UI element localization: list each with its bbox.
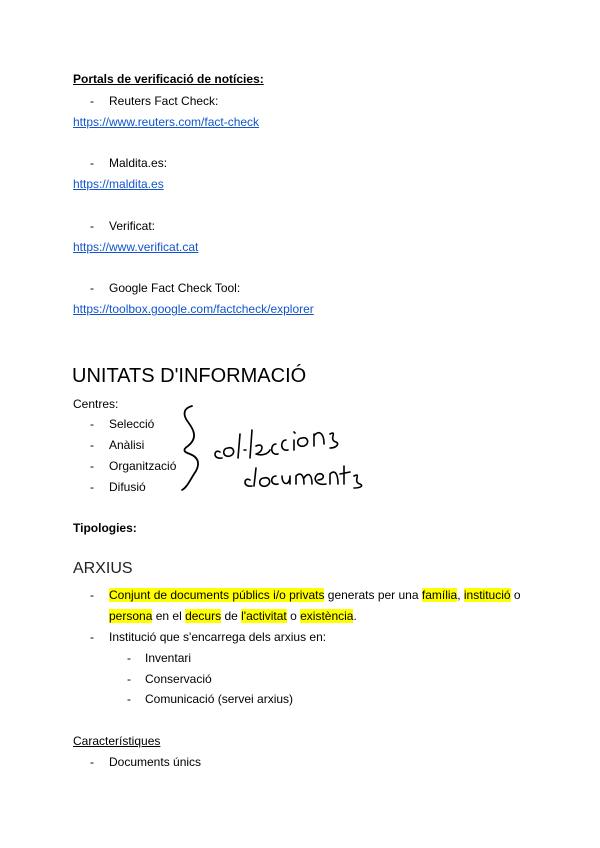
portal-link-maldita[interactable]: https://maldita.es [73, 177, 164, 191]
bullet-dash: - [90, 219, 94, 233]
bullet-dash: - [90, 480, 94, 494]
plain-text: o [510, 588, 521, 602]
plain-text: generats per una [324, 588, 422, 602]
caracteristiques-label: Característiques [73, 734, 161, 748]
portal-label-reuters: Reuters Fact Check: [109, 94, 219, 108]
brace-stroke [182, 406, 198, 490]
plain-text: en el [152, 609, 186, 623]
centre-item: Anàlisi [109, 438, 145, 452]
centre-item: Difusió [109, 480, 146, 494]
portal-label-google: Google Fact Check Tool: [109, 281, 241, 295]
centre-item: Organització [109, 459, 177, 473]
highlighted-text: Conjunt de documents públics i/o privats [109, 588, 325, 602]
sub-item: Conservació [145, 672, 212, 686]
highlighted-text: família [421, 588, 458, 602]
portal-label-verificat: Verificat: [109, 219, 156, 233]
centre-item: Selecció [109, 417, 155, 431]
bullet-dash: - [127, 651, 131, 665]
bullet-dash: - [127, 692, 131, 706]
bullet-dash: - [90, 417, 94, 431]
bullet-dash: - [127, 672, 131, 686]
bullet-dash: - [90, 438, 94, 452]
handwriting-line-1 [215, 430, 338, 458]
bullet-dash: - [90, 630, 94, 644]
handwriting-line-2 [245, 466, 362, 488]
sub-item: Inventari [145, 651, 192, 665]
plain-text: de [221, 609, 242, 623]
sub-item: Comunicació (servei arxius) [145, 692, 294, 706]
arxius-definition-line-2 [109, 609, 357, 623]
portal-link-reuters[interactable]: https://www.reuters.com/fact-check [73, 115, 260, 129]
bullet-dash: - [90, 281, 94, 295]
highlighted-text: decurs [185, 609, 222, 623]
handwritten-annotation [178, 400, 398, 500]
bullet-dash: - [90, 755, 94, 769]
portal-link-google[interactable]: https://toolbox.google.com/factcheck/explorer [73, 302, 314, 316]
highlighted-text: l'activitat [241, 609, 287, 623]
portal-label-maldita: Maldita.es: [109, 156, 168, 170]
bullet-dash: - [90, 588, 94, 602]
highlighted-text: persona [109, 609, 153, 623]
plain-text: . [353, 609, 357, 623]
bullet-dash: - [90, 459, 94, 473]
highlighted-text: institució [463, 588, 511, 602]
highlighted-text: existència [300, 609, 354, 623]
portals-heading: Portals de verificació de notícies: [73, 72, 264, 86]
arxius-definition-line-1 [109, 588, 521, 602]
bullet-dash: - [90, 94, 94, 108]
centres-label: Centres: [73, 397, 119, 411]
bullet-dash: - [90, 156, 94, 170]
arxius-title: ARXIUS [73, 560, 133, 577]
portal-link-verificat[interactable]: https://www.verificat.cat [73, 240, 199, 254]
unitats-title: UNITATS D'INFORMACIÓ [72, 365, 307, 387]
plain-text: , [457, 588, 464, 602]
tipologies-label: Tipologies: [73, 521, 137, 535]
institucio-text: Institució que s'encarrega dels arxius en: [109, 630, 327, 644]
plain-text: o [286, 609, 301, 623]
caracteristica-item: Documents únics [109, 755, 202, 769]
